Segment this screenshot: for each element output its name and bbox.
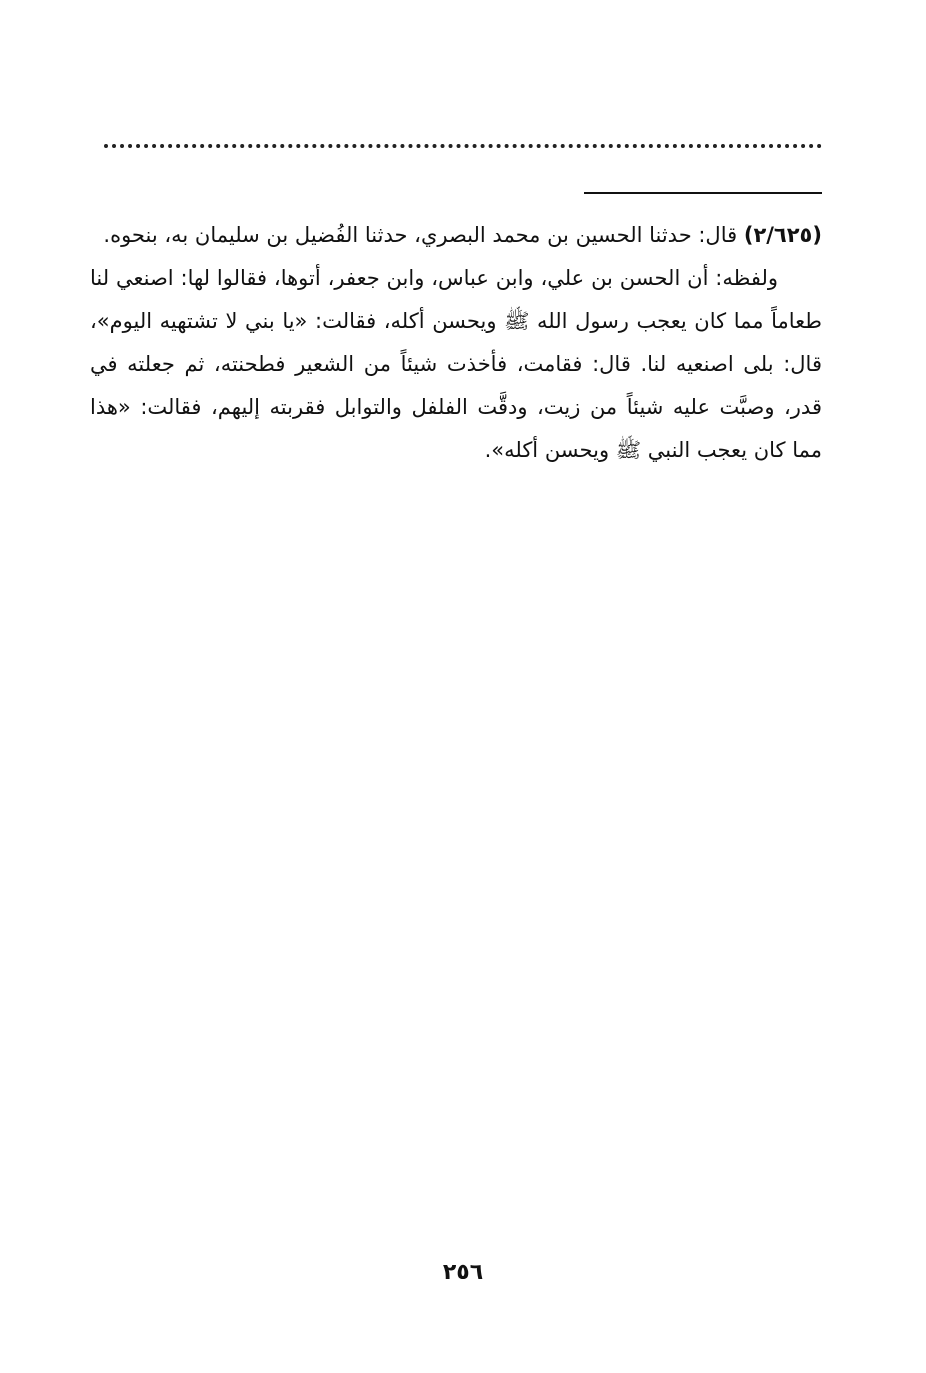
footnote-separator-line [584, 192, 822, 194]
footnote-text-block [90, 214, 822, 472]
dotted-separator [104, 144, 822, 148]
page-number: ٢٥٦ [442, 1260, 484, 1285]
footnote-body-paragraph: ولفظه: أن الحسن بن علي، وابن عباس، وابن جعفر، أتوها، فقالوا لها: اصنعي لنا طعاماً مما كان يعجب رسول الله ﷺ ويحسن أكله، فقالت: «يا بني لا تشتهيه اليوم»، قال: بلى اصنعيه لنا. قال: فقامت، فأخذت شيئاً من الشعير فطحنته، ثم جعلته في قدر، وصبَّت عليه شيئاً من زيت، ودقَّت الفلفل والتوابل فقربته إليهم، فقالت: «هذا مما كان يعجب النبي ﷺ ويحسن أكله». [90, 266, 822, 462]
footnote-reference: (٢/٦٢٥) [743, 223, 822, 247]
footnote-intro-text: قال: حدثنا الحسين بن محمد البصري، حدثنا الفُضيل بن سليمان به، بنحوه. [103, 223, 738, 247]
footnote-intro-paragraph [90, 214, 822, 257]
